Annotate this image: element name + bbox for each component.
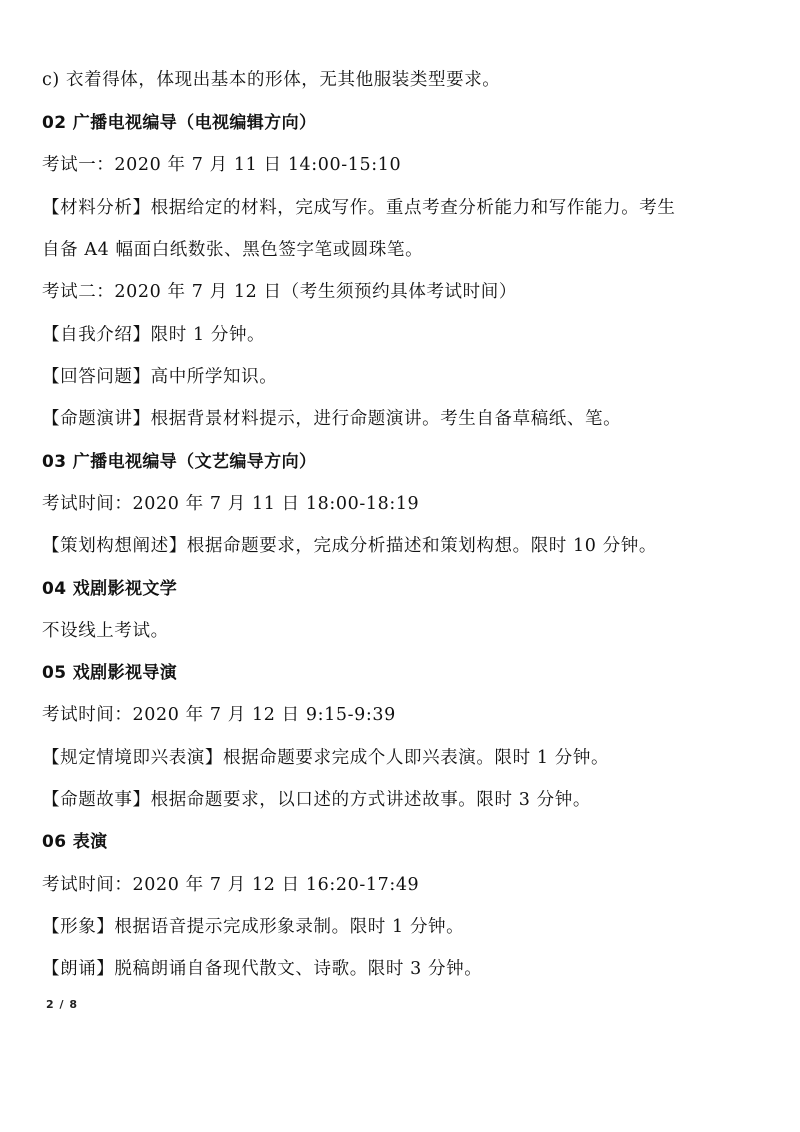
recitation-line: 【朗诵】脱稿朗诵自备现代散文、诗歌。限时 3 分钟。 [42, 959, 483, 979]
material-analysis-line: 【材料分析】根据给定的材料，完成写作。重点考查分析能力和写作能力。考生 [42, 198, 676, 218]
planning-concept-line: 【策划构想阐述】根据命题要求，完成分析描述和策划构想。限时 10 分钟。 [42, 536, 657, 556]
attire-requirement-line: c) 衣着得体，体现出基本的形体，无其他服装类型要求。 [42, 70, 501, 90]
self-introduction-line: 【自我介绍】限时 1 分钟。 [42, 325, 266, 345]
answer-questions-line: 【回答问题】高中所学知识。 [42, 367, 278, 387]
page-number: 2 / 8 [46, 998, 78, 1011]
improvisation-line: 【规定情境即兴表演】根据命题要求完成个人即兴表演。限时 1 分钟。 [42, 748, 610, 768]
exam-time-03-line: 考试时间：2020 年 7 月 11 日 18:00-18:19 [42, 494, 420, 514]
exam-one-time-line: 考试一：2020 年 7 月 11 日 14:00-15:10 [42, 155, 402, 175]
section-heading-03: 03 广播电视编导（文艺编导方向） [42, 452, 317, 472]
section-heading-06: 06 表演 [42, 832, 108, 852]
proposition-speech-line: 【命题演讲】根据背景材料提示，进行命题演讲。考生自备草稿纸、笔。 [42, 409, 622, 429]
image-recording-line: 【形象】根据语音提示完成形象录制。限时 1 分钟。 [42, 917, 465, 937]
exam-time-05-line: 考试时间：2020 年 7 月 12 日 9:15-9:39 [42, 705, 396, 725]
no-online-exam-line: 不设线上考试。 [42, 621, 169, 641]
material-analysis-continued-line: 自备 A4 幅面白纸数张、黑色签字笔或圆珠笔。 [42, 240, 424, 260]
section-heading-05: 05 戏剧影视导演 [42, 663, 178, 683]
section-heading-04: 04 戏剧影视文学 [42, 579, 178, 599]
exam-time-06-line: 考试时间：2020 年 7 月 12 日 16:20-17:49 [42, 875, 420, 895]
section-heading-02: 02 广播电视编导（电视编辑方向） [42, 113, 317, 133]
proposition-story-line: 【命题故事】根据命题要求，以口述的方式讲述故事。限时 3 分钟。 [42, 790, 591, 810]
exam-two-time-line: 考试二：2020 年 7 月 12 日（考生须预约具体考试时间） [42, 282, 517, 302]
